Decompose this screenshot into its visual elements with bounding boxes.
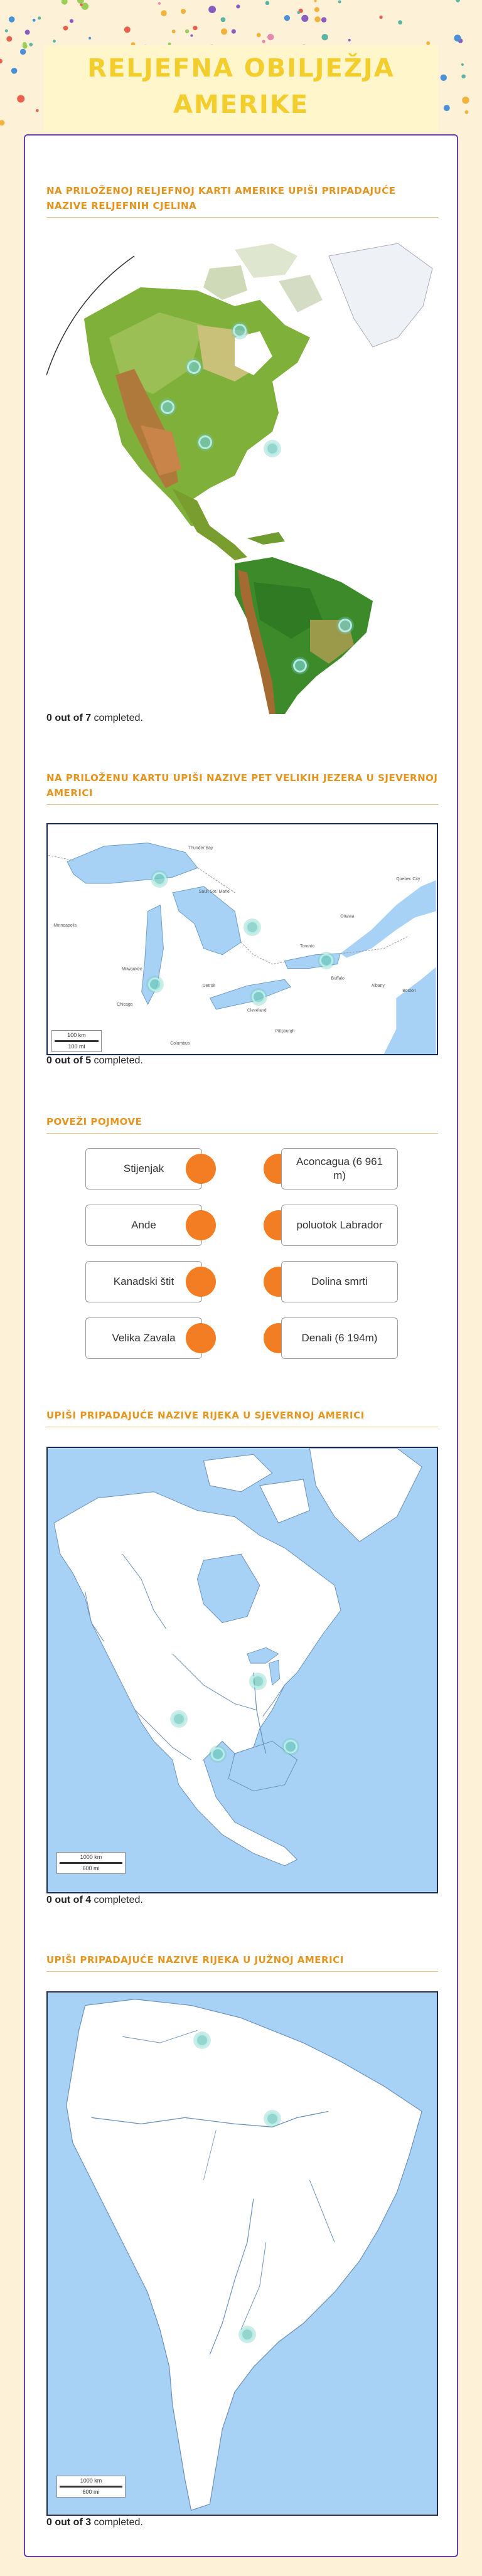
svg-text:Ottawa: Ottawa — [340, 914, 355, 919]
na-scale-bar — [56, 1852, 126, 1874]
confetti-dot — [161, 10, 166, 16]
confetti-dot — [208, 6, 216, 13]
confetti-dot — [221, 17, 226, 22]
confetti-dot — [70, 19, 73, 23]
confetti-dot — [0, 120, 4, 125]
confetti-dot — [297, 11, 301, 14]
match-right-item[interactable]: Denali (6 194m) — [281, 1317, 398, 1359]
confetti-dot — [77, 0, 84, 4]
svg-text:Pittsburgh: Pittsburgh — [275, 1029, 295, 1034]
na-rivers-progress — [46, 1895, 143, 1906]
na-scale-mi: 600 mi — [82, 1865, 100, 1871]
section-title-match: POVEŽI POJMOVE — [46, 1114, 438, 1134]
lakes-scale-km: 100 km — [67, 1032, 86, 1038]
match-left-connector[interactable] — [186, 1267, 216, 1297]
sa-rivers-progress — [46, 2517, 143, 2528]
hotspot-relief-6[interactable] — [338, 619, 352, 632]
hotspot-relief-2[interactable] — [187, 360, 201, 374]
lakes-progress-suffix: completed. — [91, 1055, 143, 1066]
confetti-dot — [124, 26, 131, 33]
page-title — [44, 45, 438, 132]
confetti-dot — [29, 43, 33, 46]
svg-text:Detroit: Detroit — [202, 984, 216, 989]
lakes-map-image — [48, 824, 437, 1054]
confetti-dot — [301, 15, 308, 22]
hotspot-lake-2[interactable] — [245, 920, 259, 934]
confetti-dot — [338, 0, 341, 3]
svg-text:Quebec City: Quebec City — [396, 877, 420, 882]
confetti-dot — [17, 95, 24, 103]
confetti-dot — [465, 110, 469, 114]
sa-scale-km: 1000 km — [80, 2478, 102, 2484]
confetti-dot — [267, 34, 274, 40]
svg-text:Cleveland: Cleveland — [247, 1008, 267, 1013]
sa-scale-mi: 600 mi — [82, 2489, 100, 2495]
confetti-dot — [426, 41, 430, 45]
hotspot-relief-3[interactable] — [161, 400, 174, 414]
match-left-item[interactable]: Velika Zavala — [85, 1317, 202, 1359]
match-left-item[interactable]: Kanadski štit — [85, 1261, 202, 1302]
confetti-dot — [185, 29, 189, 33]
hotspot-na-river-4[interactable] — [211, 1747, 225, 1761]
na-rivers-map-image — [48, 1448, 437, 1892]
hotspot-lake-5[interactable] — [252, 990, 265, 1004]
lakes-map — [46, 823, 438, 1055]
confetti-dot — [0, 59, 3, 64]
confetti-dot — [232, 29, 236, 34]
sa-rivers-progress-count: 0 out of 3 — [46, 2517, 92, 2528]
section-title-sa-rivers: UPIŠI PRIPADAJUĆE NAZIVE RIJEKA U JUŽNOJ AMERICI — [46, 1952, 438, 1972]
confetti-dot — [36, 109, 39, 112]
svg-text:Chicago: Chicago — [117, 1002, 133, 1007]
svg-text:Sault Ste. Marie: Sault Ste. Marie — [198, 889, 230, 894]
match-left-item[interactable]: Stijenjak — [85, 1148, 202, 1190]
svg-text:Boston: Boston — [402, 989, 416, 994]
confetti-dot — [398, 20, 402, 24]
sa-rivers-progress-suffix: completed. — [91, 2517, 143, 2528]
content-card — [24, 134, 458, 2557]
hotspot-lake-1[interactable] — [153, 872, 166, 886]
confetti-dot — [5, 29, 8, 33]
lakes-scale-bar — [51, 1030, 102, 1052]
page-title-line1: RELJEFNA OBILJEŽJA — [87, 54, 395, 83]
relief-progress — [46, 713, 143, 724]
svg-text:Milwaukee: Milwaukee — [122, 967, 142, 972]
hotspot-na-river-3[interactable] — [284, 1740, 297, 1754]
svg-text:Minneapolis: Minneapolis — [53, 923, 77, 929]
svg-text:Albany: Albany — [371, 984, 385, 989]
match-right-item[interactable]: Dolina smrti — [281, 1261, 398, 1302]
section-title-lakes: NA PRILOŽENU KARTU UPIŠI NAZIVE PET VELIKIH JEZERA U SJEVERNOJ AMERICI — [46, 770, 438, 805]
svg-text:Buffalo: Buffalo — [331, 976, 345, 981]
confetti-dot — [441, 75, 447, 81]
relief-progress-count: 0 out of 7 — [46, 713, 92, 723]
confetti-dot — [221, 28, 227, 35]
hotspot-lake-3[interactable] — [319, 954, 333, 967]
confetti-dot — [314, 16, 320, 22]
confetti-dot — [265, 1, 270, 6]
hotspot-sa-river-2[interactable] — [265, 2112, 279, 2126]
svg-text:Thunder Bay: Thunder Bay — [188, 846, 213, 851]
match-left-connector[interactable] — [186, 1323, 216, 1353]
relief-map — [46, 231, 438, 714]
hotspot-relief-4[interactable] — [198, 435, 212, 449]
confetti-dot — [193, 26, 197, 30]
lakes-scale-line — [55, 1040, 99, 1042]
na-scale-km: 1000 km — [80, 1854, 102, 1860]
confetti-dot — [158, 2, 161, 4]
sa-scale-line — [60, 2486, 122, 2488]
match-left-item[interactable]: Ande — [85, 1205, 202, 1246]
na-rivers-map — [46, 1447, 438, 1893]
confetti-dot — [454, 35, 461, 41]
page-title-line2: AMERIKE — [173, 90, 309, 119]
lakes-progress — [46, 1055, 143, 1067]
confetti-dot — [62, 0, 68, 5]
confetti-dot — [461, 75, 466, 79]
hotspot-sa-river-3[interactable] — [240, 2328, 254, 2341]
confetti-dot — [284, 15, 290, 21]
confetti-dot — [462, 97, 469, 104]
hotspot-relief-1[interactable] — [233, 324, 247, 338]
confetti-dot — [11, 68, 18, 74]
confetti-dot — [262, 40, 265, 43]
sa-rivers-map — [46, 1991, 438, 2516]
confetti-dot — [82, 3, 89, 10]
hotspot-relief-7[interactable] — [293, 659, 307, 673]
confetti-dot — [23, 42, 27, 46]
confetti-dot — [444, 105, 450, 111]
section-title-na-rivers: UPIŠI PRIPADAJUĆE NAZIVE RIJEKA U SJEVERNOJ AMERICI — [46, 1408, 438, 1427]
confetti-dot — [456, 0, 460, 3]
confetti-dot — [88, 37, 91, 40]
sa-scale-bar — [56, 2476, 126, 2498]
confetti-dot — [379, 16, 382, 19]
sa-rivers-map-image — [48, 1993, 437, 2515]
hotspot-na-river-1[interactable] — [251, 1674, 265, 1688]
svg-text:Columbus: Columbus — [170, 1041, 190, 1046]
confetti-dot — [6, 36, 12, 42]
confetti-dot — [172, 29, 176, 33]
section-title-relief: NA PRILOŽENOJ RELJEFNOJ KARTI AMERIKE UPIŠI PRIPADAJUĆE NAZIVE RELJEFNIH CJELINA — [46, 183, 438, 218]
confetti-dot — [321, 34, 328, 40]
na-scale-line — [60, 1862, 122, 1864]
confetti-dot — [190, 35, 193, 37]
confetti-dot — [257, 33, 261, 37]
confetti-dot — [25, 29, 30, 35]
relief-map-image — [46, 231, 438, 714]
confetti-dot — [181, 9, 186, 14]
confetti-dot — [38, 16, 41, 19]
confetti-dot — [348, 39, 351, 41]
lakes-scale-mi: 100 mi — [68, 1043, 85, 1050]
match-right-item[interactable]: Aconcagua (6 961 m) — [281, 1148, 398, 1190]
match-left-connector[interactable] — [186, 1210, 216, 1240]
confetti-dot — [461, 63, 464, 66]
confetti-dot — [9, 16, 15, 23]
confetti-dot — [321, 17, 326, 22]
svg-text:Toronto: Toronto — [299, 944, 315, 949]
confetti-dot — [53, 40, 56, 43]
na-rivers-progress-suffix: completed. — [91, 1895, 143, 1905]
hotspot-relief-5[interactable] — [265, 442, 279, 455]
hotspot-na-river-2[interactable] — [172, 1712, 186, 1726]
lakes-progress-count: 0 out of 5 — [46, 1055, 92, 1066]
match-left-connector[interactable] — [186, 1154, 216, 1184]
relief-progress-suffix: completed. — [91, 713, 143, 723]
confetti-dot — [20, 49, 26, 55]
confetti-dot — [63, 26, 68, 31]
match-right-item[interactable]: poluotok Labrador — [281, 1205, 398, 1246]
hotspot-sa-river-1[interactable] — [195, 2033, 209, 2047]
confetti-dot — [314, 7, 319, 12]
confetti-dot — [33, 19, 36, 22]
hotspot-lake-4[interactable] — [148, 977, 162, 991]
confetti-dot — [236, 4, 240, 8]
confetti-dot — [314, 0, 317, 3]
na-rivers-progress-count: 0 out of 4 — [46, 1895, 92, 1905]
